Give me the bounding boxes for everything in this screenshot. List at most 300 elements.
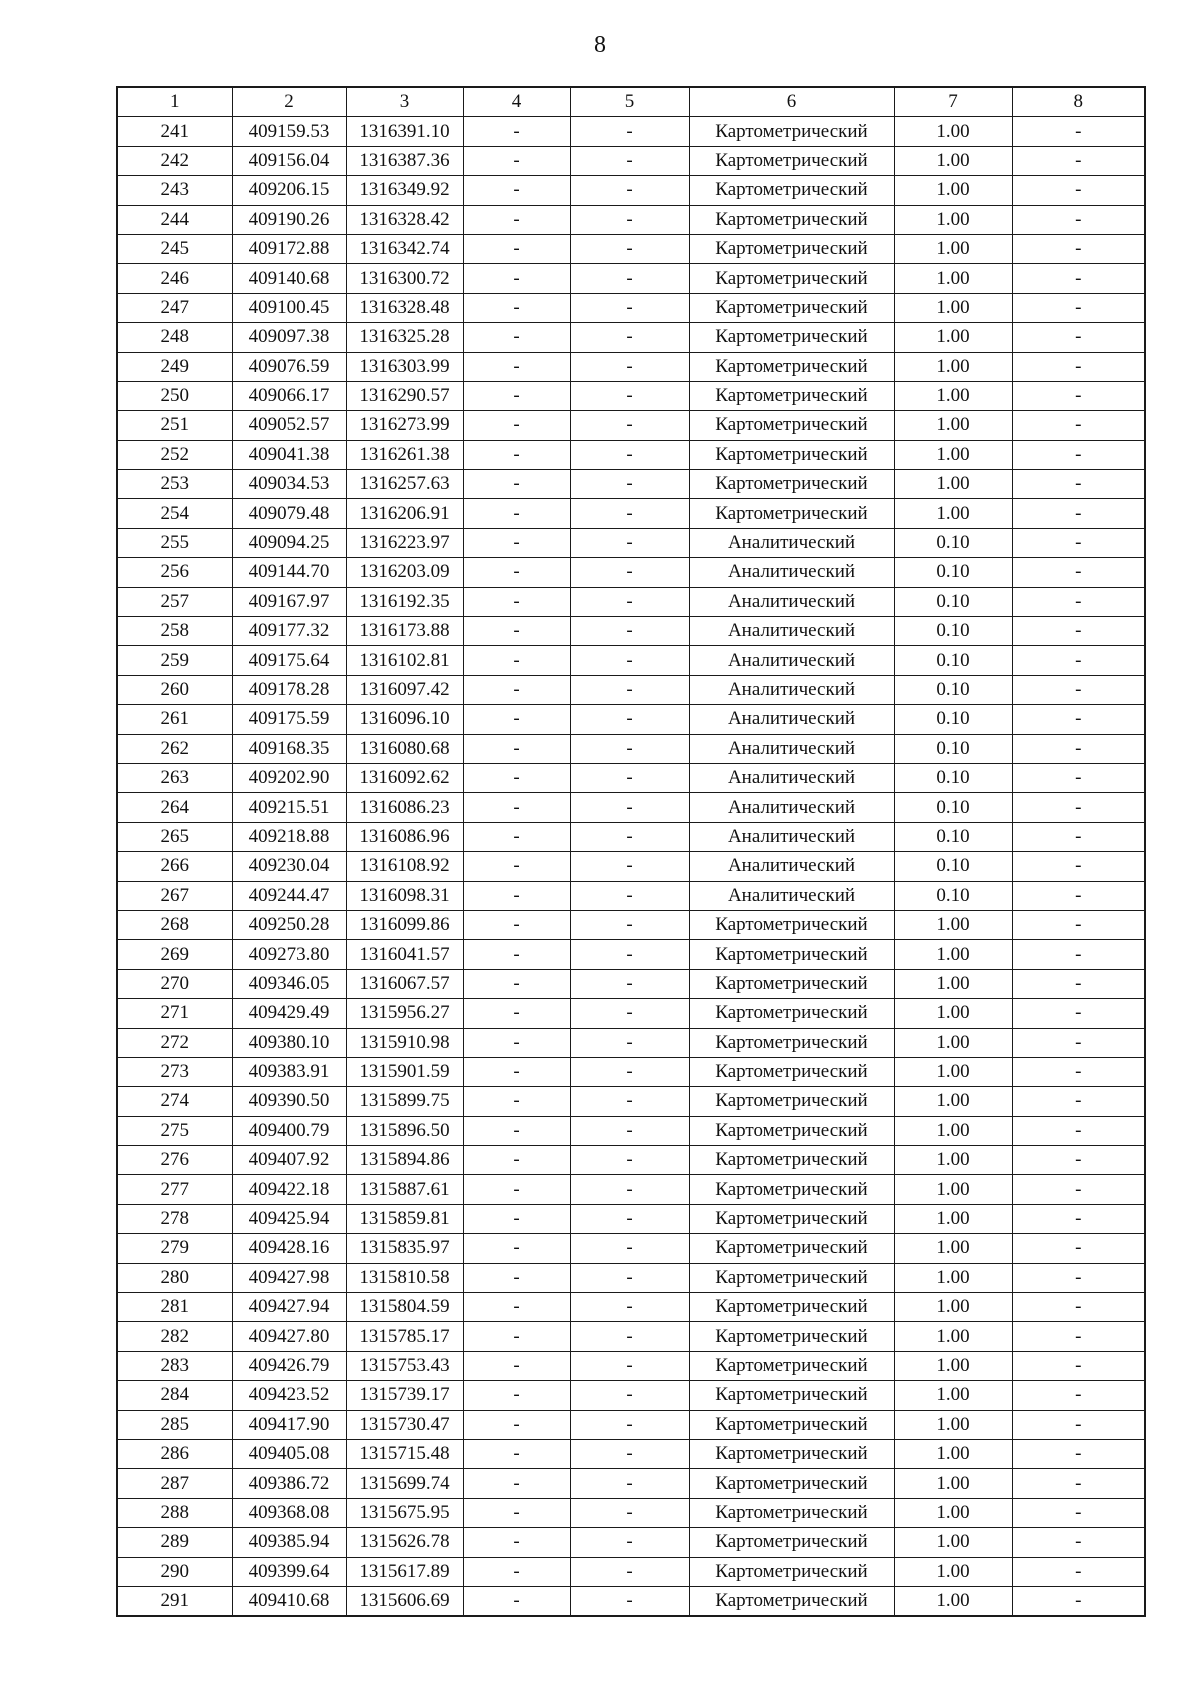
column-5-cell: - [570,1439,689,1468]
column-8-cell: - [1012,1116,1145,1145]
method-cell: Картометрический [689,205,894,234]
x-coordinate-cell: 409178.28 [232,675,346,704]
column-4-cell: - [463,940,570,969]
table-row [117,705,1145,734]
column-8-cell: - [1012,440,1145,469]
x-coordinate-cell: 409094.25 [232,528,346,557]
y-coordinate-cell: 1316303.99 [346,352,463,381]
point-number-cell: 251 [117,411,232,440]
method-cell: Картометрический [689,117,894,146]
x-coordinate-cell: 409250.28 [232,910,346,939]
method-cell: Картометрический [689,1469,894,1498]
x-coordinate-cell: 409407.92 [232,1146,346,1175]
x-coordinate-cell: 409422.18 [232,1175,346,1204]
table-row [117,822,1145,851]
column-8-cell: - [1012,470,1145,499]
column-4-cell: - [463,822,570,851]
point-number-cell: 283 [117,1351,232,1380]
column-5-cell: - [570,1528,689,1557]
accuracy-cell: 0.10 [894,587,1012,616]
column-4-cell: - [463,146,570,175]
table-row [117,470,1145,499]
column-5-cell: - [570,1087,689,1116]
column-5-cell: - [570,1586,689,1616]
accuracy-cell: 1.00 [894,176,1012,205]
column-8-cell: - [1012,558,1145,587]
point-number-cell: 279 [117,1234,232,1263]
column-4-cell: - [463,1557,570,1586]
y-coordinate-cell: 1316108.92 [346,852,463,881]
point-number-cell: 284 [117,1381,232,1410]
column-4-cell: - [463,411,570,440]
table-row [117,381,1145,410]
x-coordinate-cell: 409380.10 [232,1028,346,1057]
point-number-cell: 272 [117,1028,232,1057]
column-8-cell: - [1012,1469,1145,1498]
accuracy-cell: 1.00 [894,1351,1012,1380]
accuracy-cell: 1.00 [894,323,1012,352]
column-4-cell: - [463,499,570,528]
y-coordinate-cell: 1315730.47 [346,1410,463,1439]
y-coordinate-cell: 1315910.98 [346,1028,463,1057]
column-8-cell: - [1012,1028,1145,1057]
y-coordinate-cell: 1316273.99 [346,411,463,440]
method-cell: Картометрический [689,1557,894,1586]
column-4-cell: - [463,1116,570,1145]
method-cell: Картометрический [689,1586,894,1616]
x-coordinate-cell: 409346.05 [232,969,346,998]
method-cell: Картометрический [689,999,894,1028]
accuracy-cell: 0.10 [894,852,1012,881]
point-number-cell: 290 [117,1557,232,1586]
column-8-cell: - [1012,822,1145,851]
x-coordinate-cell: 409079.48 [232,499,346,528]
y-coordinate-cell: 1315699.74 [346,1469,463,1498]
y-coordinate-cell: 1315901.59 [346,1057,463,1086]
x-coordinate-cell: 409177.32 [232,617,346,646]
y-coordinate-cell: 1315715.48 [346,1439,463,1468]
y-coordinate-cell: 1316096.10 [346,705,463,734]
column-8-cell: - [1012,675,1145,704]
column-4-cell: - [463,1586,570,1616]
x-coordinate-cell: 409156.04 [232,146,346,175]
accuracy-cell: 1.00 [894,1410,1012,1439]
x-coordinate-cell: 409076.59 [232,352,346,381]
column-8-cell: - [1012,969,1145,998]
method-cell: Аналитический [689,528,894,557]
method-cell: Картометрический [689,1528,894,1557]
y-coordinate-cell: 1315896.50 [346,1116,463,1145]
column-4-cell: - [463,1263,570,1292]
method-cell: Картометрический [689,381,894,410]
point-number-cell: 252 [117,440,232,469]
x-coordinate-cell: 409100.45 [232,293,346,322]
method-cell: Картометрический [689,1175,894,1204]
column-8-cell: - [1012,1204,1145,1233]
table-row [117,910,1145,939]
point-number-cell: 268 [117,910,232,939]
y-coordinate-cell: 1316342.74 [346,234,463,263]
method-cell: Картометрический [689,1381,894,1410]
method-cell: Картометрический [689,146,894,175]
column-4-cell: - [463,117,570,146]
column-5-cell: - [570,117,689,146]
point-number-cell: 286 [117,1439,232,1468]
table-row [117,646,1145,675]
point-number-cell: 247 [117,293,232,322]
y-coordinate-cell: 1316086.23 [346,793,463,822]
column-8-cell: - [1012,1528,1145,1557]
accuracy-cell: 1.00 [894,1175,1012,1204]
accuracy-cell: 0.10 [894,734,1012,763]
column-8-cell: - [1012,411,1145,440]
y-coordinate-cell: 1316080.68 [346,734,463,763]
column-4-cell: - [463,881,570,910]
column-4-cell: - [463,440,570,469]
column-5-cell: - [570,558,689,587]
column-8-cell: - [1012,1087,1145,1116]
column-4-cell: - [463,381,570,410]
column-4-cell: - [463,1410,570,1439]
x-coordinate-cell: 409041.38 [232,440,346,469]
y-coordinate-cell: 1316328.42 [346,205,463,234]
column-5-cell: - [570,1351,689,1380]
column-8-cell: - [1012,381,1145,410]
point-number-cell: 280 [117,1263,232,1292]
point-number-cell: 271 [117,999,232,1028]
accuracy-cell: 0.10 [894,705,1012,734]
x-coordinate-cell: 409215.51 [232,793,346,822]
method-cell: Картометрический [689,1293,894,1322]
x-coordinate-cell: 409175.64 [232,646,346,675]
point-number-cell: 258 [117,617,232,646]
column-8-cell: - [1012,352,1145,381]
column-8-cell: - [1012,1351,1145,1380]
column-4-cell: - [463,1322,570,1351]
column-4-cell: - [463,587,570,616]
column-5-cell: - [570,1322,689,1351]
x-coordinate-cell: 409144.70 [232,558,346,587]
accuracy-cell: 0.10 [894,675,1012,704]
y-coordinate-cell: 1315804.59 [346,1293,463,1322]
column-8-cell: - [1012,1175,1145,1204]
table-row [117,969,1145,998]
accuracy-cell: 1.00 [894,1381,1012,1410]
point-number-cell: 248 [117,323,232,352]
table-row [117,1410,1145,1439]
point-number-cell: 245 [117,234,232,263]
table-row [117,1057,1145,1086]
column-5-cell: - [570,1204,689,1233]
method-cell: Аналитический [689,617,894,646]
table-row [117,1293,1145,1322]
table-row [117,1439,1145,1468]
point-number-cell: 261 [117,705,232,734]
method-cell: Картометрический [689,1410,894,1439]
accuracy-cell: 0.10 [894,646,1012,675]
point-number-cell: 246 [117,264,232,293]
x-coordinate-cell: 409230.04 [232,852,346,881]
method-cell: Аналитический [689,763,894,792]
point-number-cell: 270 [117,969,232,998]
column-5-cell: - [570,1293,689,1322]
table-row [117,352,1145,381]
y-coordinate-cell: 1316206.91 [346,499,463,528]
method-cell: Картометрический [689,352,894,381]
point-number-cell: 259 [117,646,232,675]
accuracy-cell: 1.00 [894,1057,1012,1086]
column-8-cell: - [1012,117,1145,146]
column-8-cell: - [1012,293,1145,322]
method-cell: Картометрический [689,264,894,293]
point-number-cell: 260 [117,675,232,704]
method-cell: Картометрический [689,969,894,998]
accuracy-cell: 1.00 [894,470,1012,499]
y-coordinate-cell: 1315894.86 [346,1146,463,1175]
column-4-cell: - [463,763,570,792]
y-coordinate-cell: 1315887.61 [346,1175,463,1204]
point-number-cell: 289 [117,1528,232,1557]
table-row [117,881,1145,910]
accuracy-cell: 1.00 [894,910,1012,939]
accuracy-cell: 1.00 [894,381,1012,410]
page-number: 8 [594,32,606,58]
column-header: 1 [117,87,232,117]
x-coordinate-cell: 409368.08 [232,1498,346,1527]
table-row [117,499,1145,528]
method-cell: Картометрический [689,411,894,440]
y-coordinate-cell: 1315956.27 [346,999,463,1028]
method-cell: Аналитический [689,881,894,910]
table-row [117,176,1145,205]
table-row [117,205,1145,234]
column-5-cell: - [570,881,689,910]
table-row [117,558,1145,587]
table-row [117,852,1145,881]
column-8-cell: - [1012,852,1145,881]
x-coordinate-cell: 409167.97 [232,587,346,616]
accuracy-cell: 1.00 [894,1322,1012,1351]
y-coordinate-cell: 1316328.48 [346,293,463,322]
x-coordinate-cell: 409385.94 [232,1528,346,1557]
y-coordinate-cell: 1315899.75 [346,1087,463,1116]
table-row [117,146,1145,175]
method-cell: Картометрический [689,1057,894,1086]
column-5-cell: - [570,176,689,205]
column-4-cell: - [463,1439,570,1468]
point-number-cell: 276 [117,1146,232,1175]
column-4-cell: - [463,1087,570,1116]
table-row [117,1204,1145,1233]
accuracy-cell: 1.00 [894,1234,1012,1263]
table-row [117,1557,1145,1586]
point-number-cell: 273 [117,1057,232,1086]
y-coordinate-cell: 1316325.28 [346,323,463,352]
column-5-cell: - [570,822,689,851]
column-header: 5 [570,87,689,117]
y-coordinate-cell: 1316067.57 [346,969,463,998]
y-coordinate-cell: 1316300.72 [346,264,463,293]
y-coordinate-cell: 1316192.35 [346,587,463,616]
table-header-row [117,87,1145,117]
column-5-cell: - [570,675,689,704]
point-number-cell: 243 [117,176,232,205]
accuracy-cell: 1.00 [894,440,1012,469]
table-row [117,587,1145,616]
column-4-cell: - [463,910,570,939]
column-4-cell: - [463,293,570,322]
column-5-cell: - [570,440,689,469]
column-8-cell: - [1012,1057,1145,1086]
y-coordinate-cell: 1315739.17 [346,1381,463,1410]
accuracy-cell: 1.00 [894,969,1012,998]
accuracy-cell: 1.00 [894,293,1012,322]
y-coordinate-cell: 1315785.17 [346,1322,463,1351]
column-4-cell: - [463,675,570,704]
column-8-cell: - [1012,1381,1145,1410]
column-4-cell: - [463,852,570,881]
method-cell: Картометрический [689,440,894,469]
x-coordinate-cell: 409386.72 [232,1469,346,1498]
table-row [117,1381,1145,1410]
column-5-cell: - [570,940,689,969]
y-coordinate-cell: 1316223.97 [346,528,463,557]
y-coordinate-cell: 1315859.81 [346,1204,463,1233]
method-cell: Картометрический [689,1351,894,1380]
column-8-cell: - [1012,528,1145,557]
point-number-cell: 275 [117,1116,232,1145]
method-cell: Картометрический [689,1234,894,1263]
column-4-cell: - [463,1381,570,1410]
table-row [117,1322,1145,1351]
column-5-cell: - [570,646,689,675]
column-8-cell: - [1012,1439,1145,1468]
x-coordinate-cell: 409429.49 [232,999,346,1028]
column-header: 6 [689,87,894,117]
accuracy-cell: 0.10 [894,881,1012,910]
accuracy-cell: 1.00 [894,1293,1012,1322]
accuracy-cell: 1.00 [894,1498,1012,1527]
column-5-cell: - [570,411,689,440]
x-coordinate-cell: 409218.88 [232,822,346,851]
column-4-cell: - [463,1498,570,1527]
y-coordinate-cell: 1316099.86 [346,910,463,939]
column-5-cell: - [570,793,689,822]
point-number-cell: 253 [117,470,232,499]
y-coordinate-cell: 1315675.95 [346,1498,463,1527]
column-5-cell: - [570,734,689,763]
column-8-cell: - [1012,234,1145,263]
method-cell: Картометрический [689,1322,894,1351]
table-row [117,1028,1145,1057]
method-cell: Картометрический [689,234,894,263]
point-number-cell: 269 [117,940,232,969]
method-cell: Картометрический [689,1439,894,1468]
y-coordinate-cell: 1316097.42 [346,675,463,704]
accuracy-cell: 1.00 [894,1439,1012,1468]
x-coordinate-cell: 409425.94 [232,1204,346,1233]
y-coordinate-cell: 1316257.63 [346,470,463,499]
method-cell: Картометрический [689,323,894,352]
column-5-cell: - [570,528,689,557]
method-cell: Картометрический [689,1028,894,1057]
column-8-cell: - [1012,264,1145,293]
x-coordinate-cell: 409168.35 [232,734,346,763]
y-coordinate-cell: 1316086.96 [346,822,463,851]
method-cell: Картометрический [689,1204,894,1233]
table-row [117,675,1145,704]
table-row [117,1116,1145,1145]
column-5-cell: - [570,323,689,352]
accuracy-cell: 1.00 [894,411,1012,440]
column-8-cell: - [1012,1557,1145,1586]
column-5-cell: - [570,1175,689,1204]
y-coordinate-cell: 1315835.97 [346,1234,463,1263]
accuracy-cell: 1.00 [894,1557,1012,1586]
point-number-cell: 282 [117,1322,232,1351]
column-4-cell: - [463,1175,570,1204]
x-coordinate-cell: 409427.94 [232,1293,346,1322]
column-5-cell: - [570,1498,689,1527]
column-5-cell: - [570,264,689,293]
x-coordinate-cell: 409034.53 [232,470,346,499]
table-row [117,1469,1145,1498]
column-4-cell: - [463,1204,570,1233]
point-number-cell: 288 [117,1498,232,1527]
column-8-cell: - [1012,146,1145,175]
column-4-cell: - [463,734,570,763]
x-coordinate-cell: 409399.64 [232,1557,346,1586]
y-coordinate-cell: 1316387.36 [346,146,463,175]
table-row [117,734,1145,763]
point-number-cell: 255 [117,528,232,557]
x-coordinate-cell: 409426.79 [232,1351,346,1380]
x-coordinate-cell: 409410.68 [232,1586,346,1616]
column-8-cell: - [1012,940,1145,969]
column-5-cell: - [570,146,689,175]
column-4-cell: - [463,1028,570,1057]
x-coordinate-cell: 409202.90 [232,763,346,792]
accuracy-cell: 1.00 [894,1586,1012,1616]
method-cell: Аналитический [689,558,894,587]
accuracy-cell: 1.00 [894,205,1012,234]
accuracy-cell: 0.10 [894,763,1012,792]
column-8-cell: - [1012,323,1145,352]
method-cell: Картометрический [689,1116,894,1145]
column-5-cell: - [570,705,689,734]
x-coordinate-cell: 409190.26 [232,205,346,234]
column-4-cell: - [463,205,570,234]
point-number-cell: 242 [117,146,232,175]
accuracy-cell: 1.00 [894,234,1012,263]
point-number-cell: 244 [117,205,232,234]
accuracy-cell: 1.00 [894,1116,1012,1145]
accuracy-cell: 1.00 [894,146,1012,175]
x-coordinate-cell: 409206.15 [232,176,346,205]
column-5-cell: - [570,1381,689,1410]
point-number-cell: 264 [117,793,232,822]
column-5-cell: - [570,910,689,939]
accuracy-cell: 1.00 [894,999,1012,1028]
accuracy-cell: 1.00 [894,1028,1012,1057]
column-4-cell: - [463,470,570,499]
column-4-cell: - [463,323,570,352]
x-coordinate-cell: 409390.50 [232,1087,346,1116]
y-coordinate-cell: 1316290.57 [346,381,463,410]
method-cell: Картометрический [689,940,894,969]
table-row [117,763,1145,792]
column-4-cell: - [463,969,570,998]
